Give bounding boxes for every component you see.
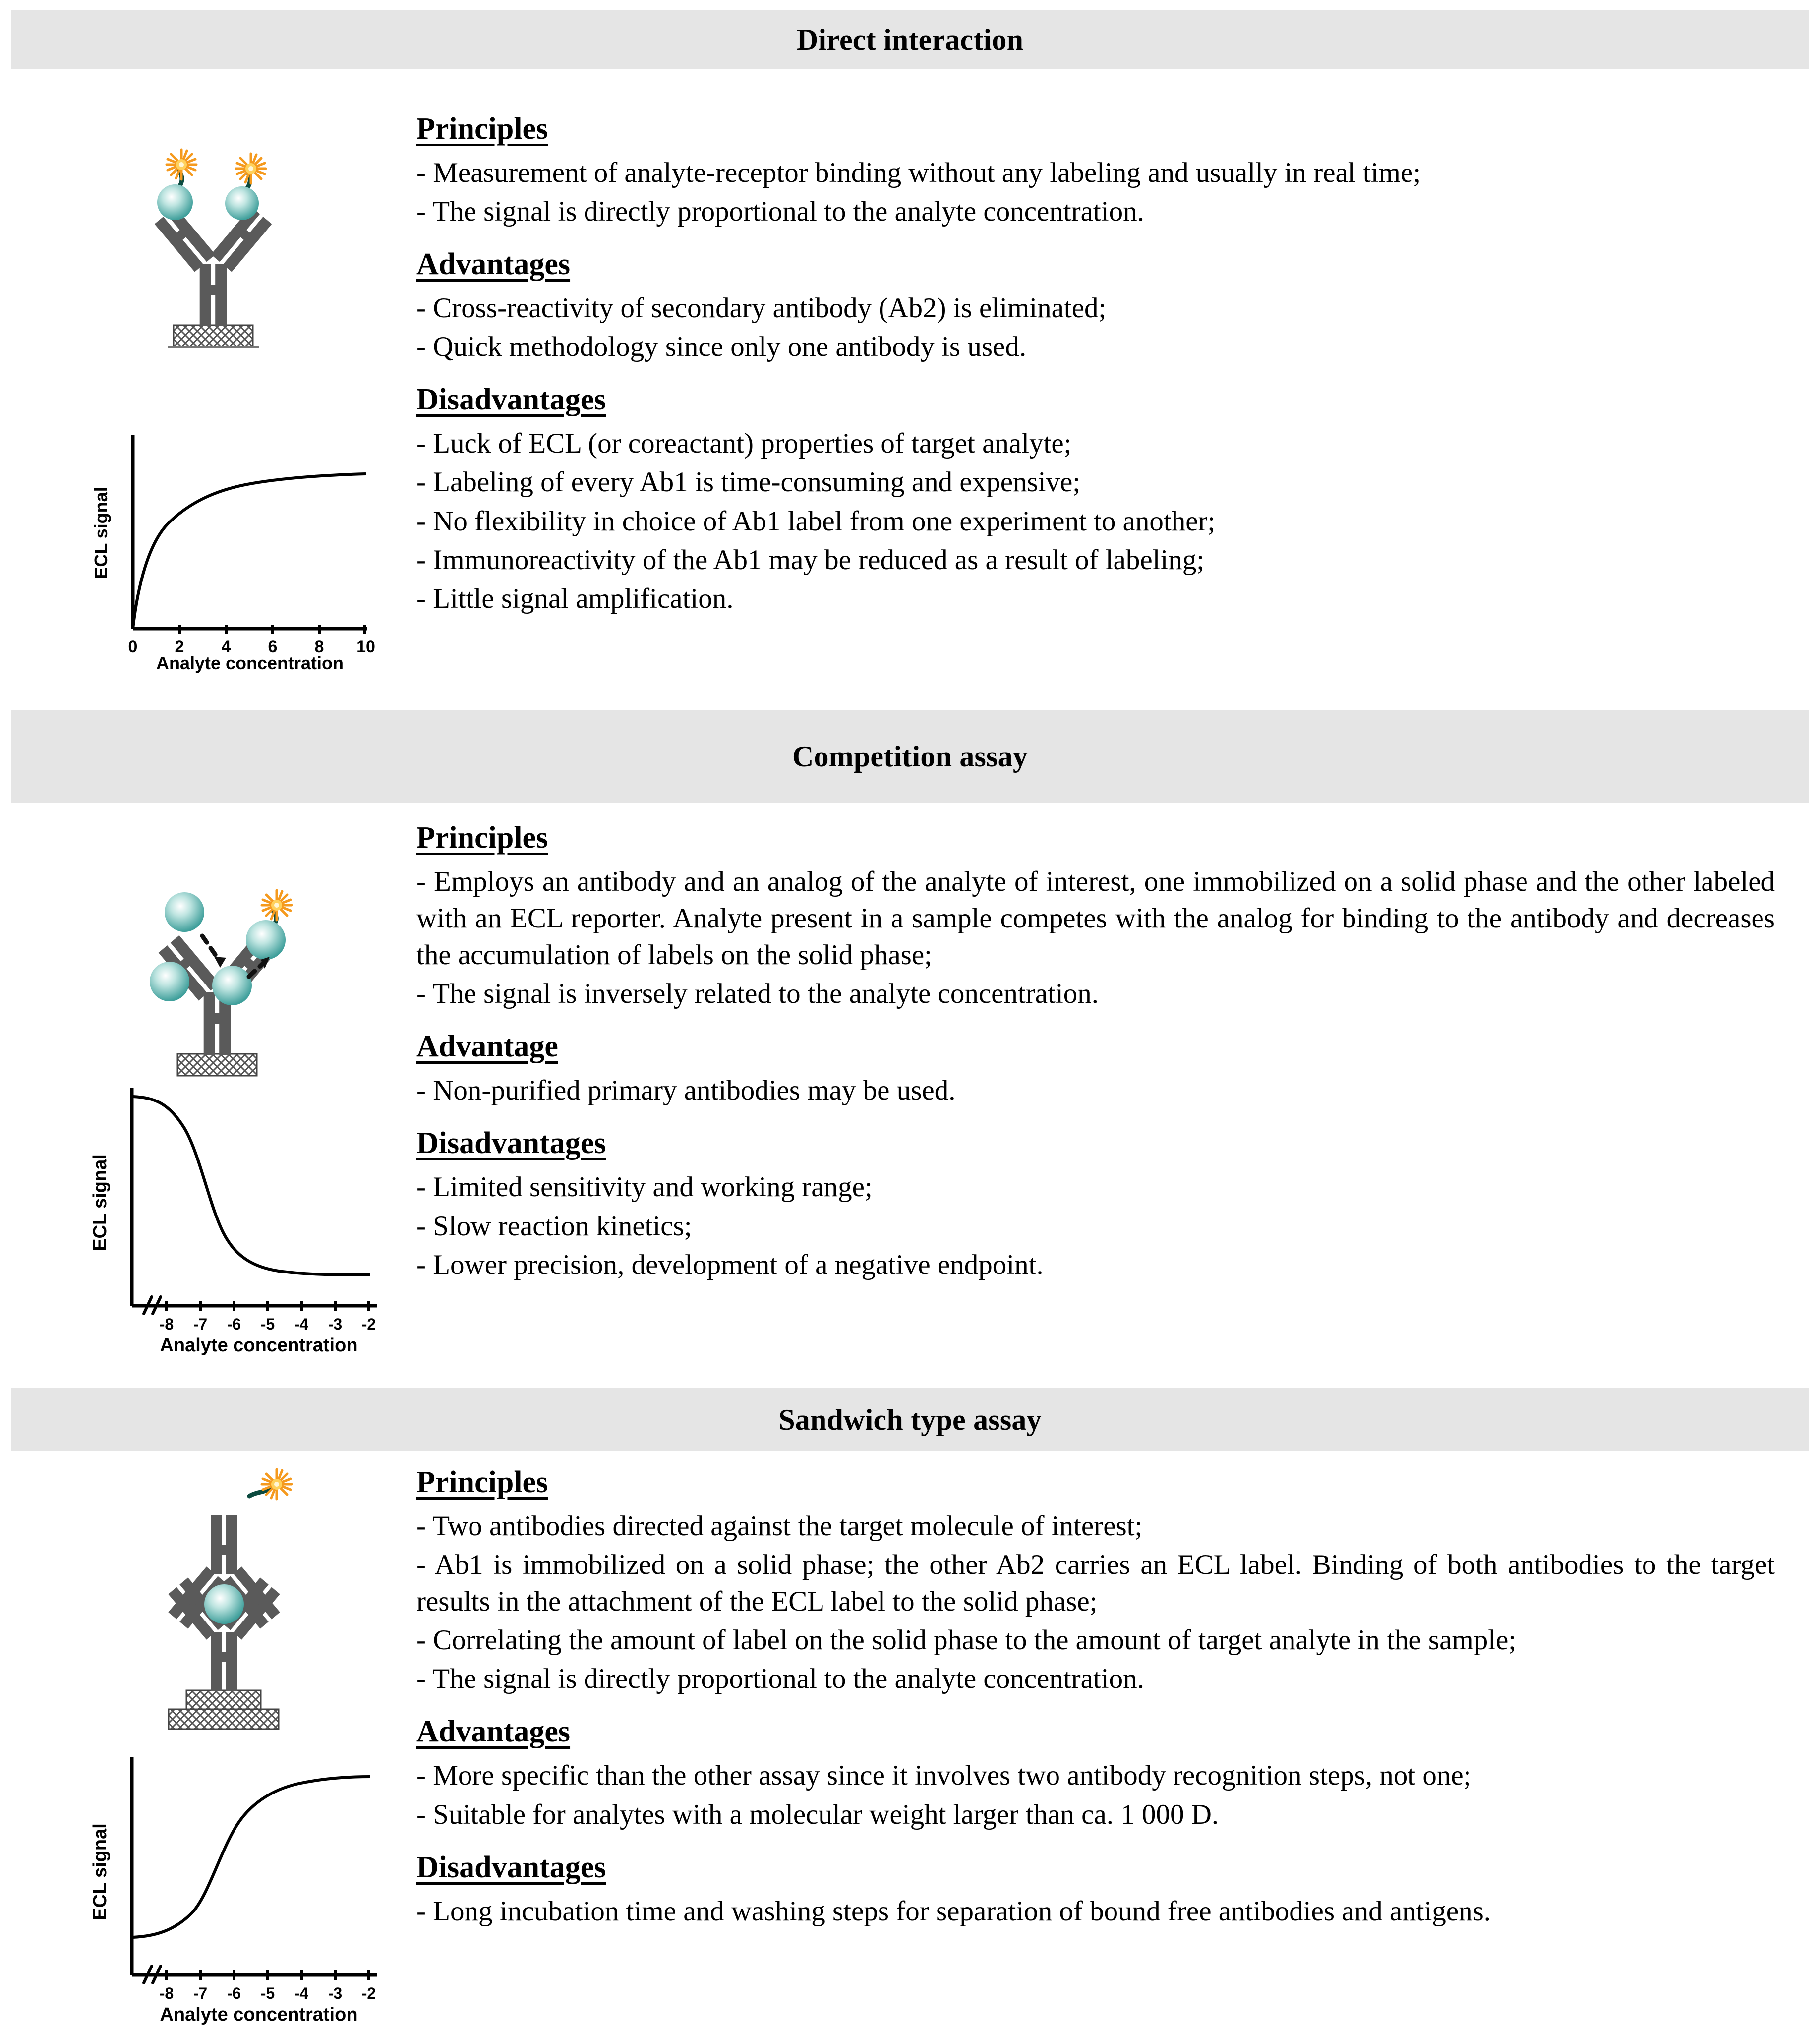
analyte-sphere-free-upper [165,892,204,932]
bullet-list [416,425,1755,617]
bullet-item: - Limited sensitivity and working range; [416,1171,873,1203]
x-tick-label: -2 [361,1984,376,2002]
x-tick-label: -6 [227,1315,241,1333]
block-advantage [416,1029,1775,1109]
x-axis-label: Analyte concentration [160,1335,358,1356]
ecl-label-competition [262,890,292,920]
direct-interaction-curve [74,421,392,673]
x-tick-label: -4 [294,1984,309,2002]
bullet-item: - The signal is directly proportional to the analyte concentration. [416,1663,1144,1695]
analyte-sphere-labeled [246,912,286,960]
curve-path [133,1777,370,1937]
block-principles [416,1465,1775,1697]
x-tick-label: -7 [193,1984,208,2002]
analyte-sphere-target [204,1584,244,1624]
x-axis-label: Analyte concentration [156,653,344,673]
x-tick-label: -8 [159,1315,174,1333]
x-tick-label: 10 [356,637,375,656]
x-tick-label: -3 [328,1315,343,1333]
section-title-direct-interaction: Direct interaction [796,23,1024,56]
block-disadvantages [416,1126,1775,1283]
sandwich-assay-curve [74,1750,402,2026]
bullet-list [416,155,1755,230]
bullet-item: - Luck of ECL (or coreactant) properties of target analyte; [416,428,1072,460]
text-column-competition-assay [416,820,1775,1285]
bullet-list [416,290,1755,365]
text-column-sandwich-type-assay [416,1465,1775,1932]
bullet-item: - Cross-reactivity of secondary antibody (Ab2) is eliminated; [416,292,1107,324]
bullet-item: - Correlating the amount of label on the solid phase to the amount of target analyte in the sample; [416,1624,1517,1656]
bullet-item: - Employs an antibody and an analog of the analyte of interest, one immobilized on a solid phase and the other labeled with an ECL reporter. Analyte present in a sample competes with the analog for binding to the antibody and decreases the accumulation of labels on the solid phase; [416,866,1775,971]
bullet-item: - Quick methodology since only one antibody is used. [416,331,1027,363]
block-heading: Principles [416,821,548,855]
solid-phase-substrate [168,325,259,348]
section-band-competition-assay [11,710,1809,803]
block-disadvantages [416,1850,1775,1930]
x-tick-label: 0 [128,637,138,656]
block-heading: Disadvantages [416,1850,606,1884]
block-heading: Advantages [416,247,571,282]
bullet-item: - Long incubation time and washing steps for separation of bound free antibodies and antigens. [416,1895,1491,1927]
bullet-list [416,864,1775,1012]
bullet-item: - Measurement of analyte-receptor binding without any labeling and usually in real time; [416,157,1421,188]
section-band-sandwich-type-assay [11,1388,1809,1451]
block-heading: Advantage [416,1030,558,1064]
bullet-item: - Labeling of every Ab1 is time-consuming and expensive; [416,466,1081,498]
x-tick-label: -2 [361,1315,376,1333]
bullet-item: - The signal is directly proportional to the analyte concentration. [416,196,1144,228]
direct-interaction-antibody-diagram [114,129,322,352]
x-tick-label: -5 [260,1984,275,2002]
analyte-sphere-right [225,174,259,220]
block-advantages [416,1714,1775,1833]
ecl-label-right [236,154,266,183]
x-tick-label: -5 [260,1315,275,1333]
bullet-list [416,1508,1775,1697]
x-axis-label: Analyte concentration [160,2004,358,2025]
bullet-item: - Non-purified primary antibodies may be used. [416,1075,956,1106]
bullet-item: - Lower precision, development of a negative endpoint. [416,1249,1044,1280]
bullet-item: - Slow reaction kinetics; [416,1210,692,1242]
bullet-item: - More specific than the other assay since it involves two antibody recognition steps, not one; [416,1760,1471,1792]
x-tick-label: -3 [328,1984,343,2002]
bullet-list [416,1072,1775,1109]
section-title-sandwich-type-assay: Sandwich type assay [778,1403,1042,1436]
analyte-sphere-free-lower [150,962,189,1001]
x-tick-label: 6 [268,637,278,656]
curve-path [133,1097,370,1275]
block-heading: Advantages [416,1715,571,1749]
sandwich-assay-antibody-diagram [109,1457,337,1735]
analyte-sphere-bound [212,966,252,1005]
bullet-item: - No flexibility in choice of Ab1 label from one experiment to another; [416,505,1216,537]
curve-path [133,474,366,629]
y-axis-label: ECL signal [91,487,111,579]
section-title-competition-assay: Competition assay [792,740,1028,773]
block-disadvantages [416,382,1755,617]
bullet-item: - The signal is inversely related to the analyte concentration. [416,978,1099,1010]
bullet-item: - Immunoreactivity of the Ab1 may be reduced as a result of labeling; [416,544,1205,576]
x-tick-label: -8 [159,1984,174,2002]
x-tick-label: 4 [221,637,231,656]
x-tick-label: 2 [175,637,184,656]
y-axis-label: ECL signal [90,1823,111,1920]
block-heading: Disadvantages [416,1126,606,1160]
text-column-direct-interaction [416,112,1755,619]
block-principles [416,112,1755,230]
bullet-list [416,1893,1775,1930]
ecl-label-left [167,150,196,179]
x-tick-label: -4 [294,1315,309,1333]
bullet-item: - Two antibodies directed against the target molecule of interest; [416,1510,1143,1542]
solid-phase-substrate [169,1690,279,1729]
arrowhead-down [214,957,226,968]
block-heading: Principles [416,1465,548,1499]
competition-assay-antibody-diagram [114,813,332,1091]
block-principles [416,820,1775,1012]
block-heading: Disadvantages [416,383,606,417]
bullet-list [416,1757,1775,1833]
bullet-item: - Little signal amplification. [416,582,734,614]
block-advantages [416,247,1755,365]
block-heading: Principles [416,112,548,146]
ecl-label-sandwich [262,1469,292,1499]
x-tick-label: -6 [227,1984,241,2002]
x-tick-label: -7 [193,1315,208,1333]
antibody-ab1 [155,207,272,326]
competition-assay-curve [74,1081,402,1358]
section-band-direct-interaction [11,10,1809,69]
bullet-item: - Suitable for analytes with a molecular weight larger than ca. 1 000 D. [416,1798,1219,1830]
y-axis-label: ECL signal [90,1154,111,1251]
bullet-list [416,1169,1775,1283]
bullet-item: - Ab1 is immobilized on a solid phase; the other Ab2 carries an ECL label. Binding of both antibodies to the target results in the attachment of the ECL label to the solid phase; [416,1549,1775,1618]
x-tick-label: 8 [314,637,324,656]
